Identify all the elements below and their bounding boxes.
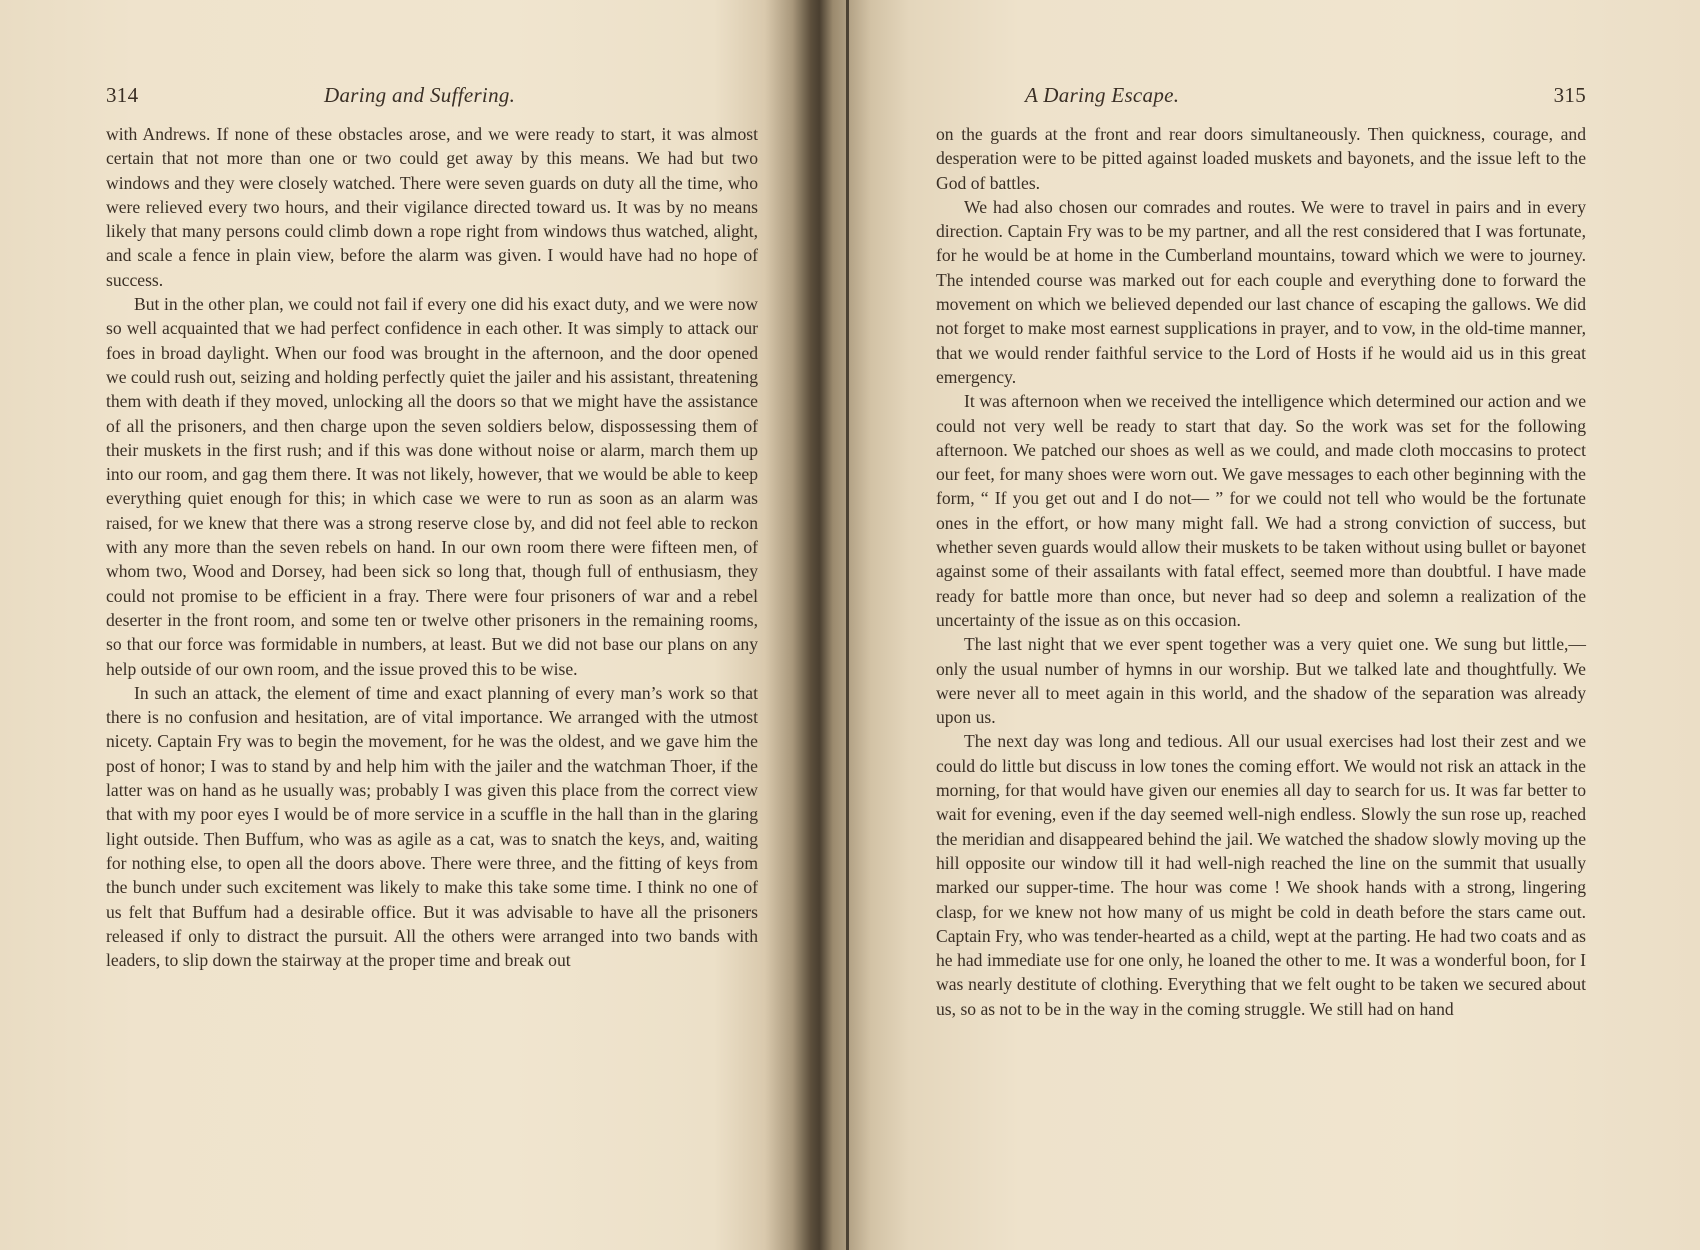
right-running-head	[936, 78, 1586, 112]
right-page	[860, 0, 1700, 1250]
paragraph: But in the other plan, we could not fail if every one did his exact duty, and we were now so well acquainted that we had perfect confidence in each other. It was simply to attack our foes in broad daylight. When our food was brought in the afternoon, and the door opened we could rush out, seizing and holding perfectly quiet the jailer and his assistant, threatening them with death if they moved, unlocking all the doors so that we might have the assistance of all the prisoners, and then charge upon the seven soldiers below, dispossessing them of their muskets in the first rush; and if this was done without noise or alarm, march them up into our room, and gag them there. It was not likely, however, that we would be able to keep everything quiet enough for this; in which case we were to run as soon as an alarm was raised, for we knew that there was a strong reserve close by, and did not feel able to reckon with any more than the seven rebels on hand. In our own room there were fifteen men, of whom two, Wood and Dorsey, had been sick so long that, though full of enthusiasm, they could not promise to be efficient in a fray. There were four prisoners of war and a rebel deserter in the front room, and some ten or twelve other prisoners in the remaining rooms, so that our force was formidable in numbers, at least. But we did not base our plans on any help outside of our own room, and the issue proved this to be wise.	[106, 294, 758, 679]
paragraph: on the guards at the front and rear doors simultaneously. Then quickness, courage, and desperation were to be pitted against loaded muskets and bayonets, and the issue left to the God of battles.	[936, 124, 1586, 193]
right-page-number: 315	[1553, 83, 1586, 107]
paragraph: The next day was long and tedious. All our usual exercises had lost their zest and we could do little but discuss in low tones the coming effort. We would not risk an attack in the morning, for that would have given our enemies all day to search for us. It was far better to wait for evening, even if the day seemed well-nigh endless. Slowly the sun rose up, reached the meridian and disappeared behind the jail. We watched the shadow slowly moving up the hill opposite our window till it had well-nigh reached the line on the summit that usually marked our supper-time. The hour was come ! We shook hands with a strong, lingering clasp, for we knew not how many of us might be cold in death before the stars came out. Captain Fry, who was tender-hearted as a child, wept at the parting. He had two coats and as he had immediate use for one only, he loaned the other to me. It was a wonderful boon, for I was nearly destitute of clothing. Everything that we felt ought to be taken we secured about us, so as not to be in the way in the coming struggle. We still had on hand	[936, 731, 1586, 1019]
paragraph: It was afternoon when we received the intelligence which determined our action and we could not very well be ready to start that day. So the work was set for the following afternoon. We patched our shoes as well as we could, and made cloth moccasins to protect our feet, for many shoes were worn out. We gave messages to each other beginning with the form, “ If you get out and I do not— ” for we could not tell who would be the fortunate ones in the effort, or how many might fall. We had a strong conviction of success, but whether seven guards would allow their muskets to be taken without using bullet or bayonet against some of their assailants with fatal effect, seemed more than doubtful. I have made ready for battle more than once, but never had so deep and solemn a realization of the uncertainty of the issue as on this occasion.	[936, 391, 1586, 630]
paragraph: The last night that we ever spent together was a very quiet one. We sung but little,—only the usual number of hymns in our worship. But we talked late and thoughtfully. We were never all to meet again in this world, and the shadow of the separation was already upon us.	[936, 634, 1586, 728]
right-page-body	[936, 122, 1586, 1021]
book-spine	[846, 0, 849, 1250]
paragraph: with Andrews. If none of these obstacles arose, and we were ready to start, it was almost certain that not more than one or two could get away by this means. We had but two windows and they were closely watched. There were seven guards on duty all the time, who were relieved every two hours, and their vigilance directed toward us. It was by no means likely that many persons could climb down a rope right from windows thus watched, alight, and scale a fence in plain view, before the alarm was given. I would have had no hope of success.	[106, 124, 758, 290]
left-running-head	[106, 78, 758, 112]
left-page	[0, 0, 820, 1250]
left-page-number: 314	[106, 83, 139, 107]
paragraph: In such an attack, the element of time and exact planning of every man’s work so that there is no confusion and hesitation, are of vital importance. We arranged with the utmost nicety. Captain Fry was to begin the movement, for he was the oldest, and we gave him the post of honor; I was to stand by and help him with the jailer and the watchman Thoer, if the latter was on hand as he usually was; probably I was given this place from the correct view that with my poor eyes I would be of more service in a scuffle in the hall than in the glaring light outside. Then Buffum, who was as agile as a cat, was to snatch the keys, and, waiting for nothing else, to open all the doors above. There were three, and the fitting of keys from the bunch under such excitement was likely to make this take some time. I think no one of us felt that Buffum had a desirable office. But it was advisable to have all the prisoners released if only to distract the pursuit. All the others were arranged into two bands with leaders, to slip down the stairway at the proper time and break out	[106, 682, 758, 971]
right-running-title: A Daring Escape.	[1025, 83, 1180, 107]
paragraph: We had also chosen our comrades and routes. We were to travel in pairs and in every direction. Captain Fry was to be my partner, and all the rest considered that I was fortunate, for he would be at home in the Cumberland mountains, toward which we were to journey. The intended course was marked out for each couple and everything done to forward the movement on which we believed depended our last chance of escaping the gallows. We did not forget to make most earnest supplications in prayer, and to vow, in the old-time manner, that we would render faithful service to the Lord of Hosts if he would aid us in this great emergency.	[936, 196, 1586, 387]
left-page-body	[106, 122, 758, 972]
left-running-title: Daring and Suffering.	[324, 83, 516, 107]
